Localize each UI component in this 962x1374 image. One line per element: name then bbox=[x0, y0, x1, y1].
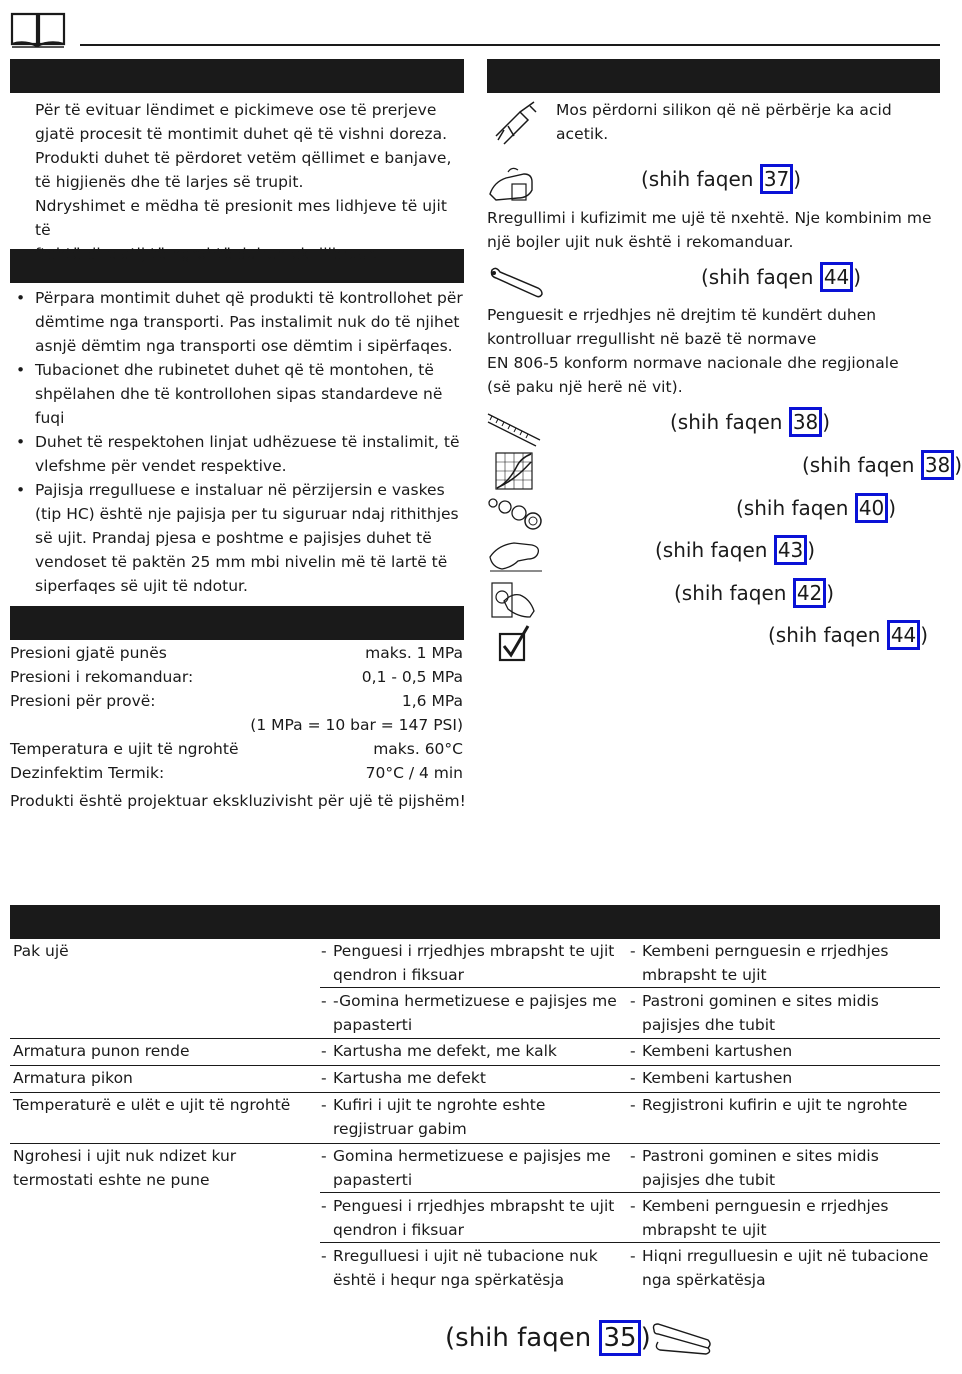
row-divider bbox=[320, 987, 940, 988]
remedy-cell bbox=[630, 989, 940, 1037]
section-bar-safety bbox=[10, 59, 464, 93]
table-row bbox=[10, 939, 940, 987]
table-row bbox=[10, 1144, 940, 1192]
flow-diagram-icon bbox=[495, 452, 533, 490]
bullet-line: vlefshme për vendet respektive. bbox=[35, 457, 287, 475]
bullet-item bbox=[10, 478, 466, 598]
spec-row bbox=[10, 689, 463, 713]
ref-page-number[interactable]: 42 bbox=[793, 578, 826, 608]
spec-value: 1,6 MPa bbox=[401, 692, 463, 710]
bullet-item bbox=[10, 358, 466, 430]
safety-line: Produkti duhet të përdoret vetëm qëllimet e banjave, bbox=[35, 149, 452, 167]
section-bar-troubleshooting bbox=[10, 905, 940, 939]
silicone-line: acetik. bbox=[556, 125, 609, 143]
bullet-item bbox=[10, 430, 466, 478]
book-icon bbox=[10, 10, 66, 48]
remedy-line: mbrapsht te ujit bbox=[642, 966, 767, 984]
silicone-line: Mos përdorni silikon që në përbërje ka acid bbox=[556, 101, 892, 119]
cause-cell bbox=[321, 939, 631, 987]
safety-line: Për të evituar lëndimet e pickimeve ose të prerjeve bbox=[35, 101, 437, 119]
ref-suffix: ) bbox=[920, 623, 929, 647]
operation-hand-icon bbox=[490, 579, 538, 619]
row-divider bbox=[320, 1192, 940, 1193]
remedy-cell: - Kembeni kartushen bbox=[630, 1066, 940, 1090]
remedy-line: pajisjes dhe tubit bbox=[642, 1171, 776, 1189]
wrench-icon bbox=[650, 1322, 714, 1356]
remedy-line: mbrapsht te ujit bbox=[642, 1221, 767, 1239]
regulation-line: një bojler ujit nuk është i rekomanduar. bbox=[487, 233, 794, 251]
safety-line: të higjienës dhe të larjes së trupit. bbox=[35, 173, 304, 191]
spare-parts-icon bbox=[487, 495, 543, 531]
spec-row bbox=[10, 665, 463, 689]
checkbox-test-icon bbox=[498, 624, 530, 662]
page-ref-43[interactable] bbox=[655, 535, 815, 565]
ref-suffix: ) bbox=[807, 538, 816, 562]
safety-text bbox=[35, 98, 465, 266]
page-ref-38-flow[interactable] bbox=[802, 450, 962, 480]
spec-label: Dezinfektim Termik: bbox=[10, 764, 165, 782]
cause-line: papasterti bbox=[333, 1016, 413, 1034]
cause-line: - Penguesi i rrjedhjes mbrapsht te ujit bbox=[333, 942, 615, 960]
silicone-gun-icon bbox=[490, 100, 542, 142]
ref-suffix: ) bbox=[888, 496, 897, 520]
spec-value: maks. 60°C bbox=[373, 740, 463, 758]
row-divider bbox=[320, 1242, 940, 1243]
problem-cell bbox=[13, 1144, 313, 1192]
spec-value: (1 MPa = 10 bar = 147 PSI) bbox=[250, 716, 463, 734]
silicone-warning bbox=[556, 98, 940, 146]
spec-label: Presioni për provë: bbox=[10, 692, 156, 710]
page-ref-37[interactable] bbox=[641, 164, 801, 194]
cause-line: qendron i fiksuar bbox=[333, 966, 465, 984]
ref-prefix: (shih faqen bbox=[736, 496, 855, 520]
page-ref-44-test[interactable] bbox=[768, 620, 928, 650]
spec-row bbox=[10, 713, 463, 737]
table-row bbox=[10, 1093, 940, 1141]
cause-cell: - Kartusha me defekt bbox=[321, 1066, 631, 1090]
cause-line: qendron i fiksuar bbox=[333, 1221, 465, 1239]
remedy-line: pajisjes dhe tubit bbox=[642, 1016, 776, 1034]
ref-page-number[interactable]: 44 bbox=[887, 620, 920, 650]
table-row bbox=[10, 1244, 940, 1292]
problem-cell: Armatura punon rende bbox=[13, 1042, 190, 1060]
wrench-icon bbox=[488, 264, 544, 302]
ref-page-number[interactable]: 38 bbox=[789, 407, 822, 437]
cause-cell bbox=[321, 1093, 631, 1141]
bullet-line: • Përpara montimit duhet që produkti të kontrollohet për bbox=[35, 289, 463, 307]
spec-label: Temperatura e ujit të ngrohtë bbox=[10, 740, 239, 758]
problem-cell: Temperaturë e ulët e ujit të ngrohtë bbox=[13, 1096, 291, 1114]
section-bar-technical-data bbox=[10, 606, 464, 640]
bullet-line: vendoset të paktën 25 mm mbi nivelin më të lartë të bbox=[35, 553, 448, 571]
ref-suffix: ) bbox=[822, 410, 831, 434]
regulation-text bbox=[487, 206, 940, 254]
cause-cell: - Kartusha me defekt, me kalk bbox=[321, 1039, 631, 1063]
section-bar-notes bbox=[487, 59, 940, 93]
page-ref-42[interactable] bbox=[674, 578, 834, 608]
ref-prefix: (shih faqen bbox=[701, 265, 820, 289]
remedy-line: - Kembeni pernguesin e rrjedhjes bbox=[642, 1197, 889, 1215]
bullet-line: fuqi bbox=[35, 409, 65, 427]
page-ref-44-backflow[interactable] bbox=[701, 262, 861, 292]
page-ref-35[interactable] bbox=[445, 1318, 651, 1358]
spec-row bbox=[10, 641, 463, 665]
remedy-line: - Pastroni gominen e sites midis bbox=[642, 1147, 879, 1165]
bullet-line: • Tubacionet dhe rubinetet duhet që të montohen, të bbox=[35, 361, 434, 379]
safety-line: gjatë procesit të montimit duhet që të vishni doreza. bbox=[35, 125, 448, 143]
remedy-cell bbox=[630, 1144, 940, 1192]
problem-cell bbox=[13, 939, 313, 963]
spec-row bbox=[10, 761, 463, 785]
ref-prefix: (shih faqen bbox=[674, 581, 793, 605]
ref-suffix: ) bbox=[826, 581, 835, 605]
page-ref-40[interactable] bbox=[736, 493, 896, 523]
remedy-cell bbox=[630, 1244, 950, 1292]
cause-line: - Penguesi i rrjedhjes mbrapsht te ujit bbox=[333, 1197, 615, 1215]
cause-line: është i hequr nga spërkatësja bbox=[333, 1271, 565, 1289]
cause-line: - Gomina hermetizuese e pajisjes me bbox=[333, 1147, 611, 1165]
spec-row bbox=[10, 737, 463, 761]
ref-page-number[interactable]: 37 bbox=[760, 164, 793, 194]
drinking-water-note: Produkti është projektuar ekskluzivisht për ujë të pijshëm! bbox=[10, 792, 466, 810]
ref-page-number[interactable]: 40 bbox=[855, 493, 888, 523]
remedy-line: - Kembeni pernguesin e rrjedhjes bbox=[642, 942, 889, 960]
ref-suffix: ) bbox=[853, 265, 862, 289]
safety-line: ftohtë dhe atij të ngrohtë duhen ekuilibruar. bbox=[35, 245, 378, 263]
table-row bbox=[10, 1039, 940, 1063]
ref-prefix: (shih faqen bbox=[670, 410, 789, 434]
cause-line: papasterti bbox=[333, 1171, 413, 1189]
remedy-cell bbox=[630, 1194, 940, 1242]
ref-prefix: (shih faqen bbox=[768, 623, 887, 647]
cause-cell bbox=[321, 989, 631, 1037]
bullet-line: së ujit. Prandaj pjesa e poshtme e pajisjes duhet të bbox=[35, 529, 432, 547]
ref-page-number[interactable]: 35 bbox=[599, 1320, 640, 1356]
remedy-line: - Hiqni rregulluesin e ujit në tubacione bbox=[642, 1247, 929, 1265]
bullet-line: • Pajisja rregulluese e instaluar në përzijersin e vaskes bbox=[35, 481, 445, 499]
safety-line: Ndryshimet e mëdha të presionit mes lidhjeve të ujit të bbox=[35, 197, 448, 239]
installation-bullets bbox=[10, 286, 466, 598]
remedy-line: nga spërkatësja bbox=[642, 1271, 766, 1289]
hot-water-limit-icon bbox=[488, 164, 536, 206]
ruler-dimensions-icon bbox=[486, 410, 542, 446]
ref-page-number[interactable]: 38 bbox=[921, 450, 954, 480]
problem-line: Ngrohesi i ujit nuk ndizet kur bbox=[13, 1147, 237, 1165]
problem-line: termostati eshte ne pune bbox=[13, 1171, 210, 1189]
ref-prefix: (shih faqen bbox=[802, 453, 921, 477]
table-row bbox=[10, 1066, 940, 1090]
cause-cell bbox=[321, 1244, 631, 1292]
ref-prefix: (shih faqen bbox=[655, 538, 774, 562]
ref-page-number[interactable]: 44 bbox=[820, 262, 853, 292]
cleaning-hand-icon bbox=[488, 537, 544, 573]
backflow-line: kontrolluar rregullisht në bazë të normave bbox=[487, 330, 817, 348]
table-row bbox=[10, 1194, 940, 1242]
ref-prefix: (shih faqen bbox=[445, 1323, 600, 1353]
bullet-line: • Duhet të respektohen linjat udhëzuese të instalimit, të bbox=[35, 433, 460, 451]
bullet-line: shpëlahen dhe të kontrollohen sipas standardeve në bbox=[35, 385, 443, 403]
ref-prefix: (shih faqen bbox=[641, 167, 760, 191]
bullet-line: dëmtime nga transporti. Pas instalimit nuk do të njihet bbox=[35, 313, 460, 331]
cause-line: - Rregulluesi i ujit në tubacione nuk bbox=[333, 1247, 598, 1265]
spec-value: 70°C / 4 min bbox=[365, 764, 463, 782]
bullet-line: (tip HC) është nje pajisja per tu siguruar ndaj rithithjes bbox=[35, 505, 459, 523]
spec-value: 0,1 - 0,5 MPa bbox=[361, 668, 463, 686]
bullet-line: siperfaqes së ujit të ndotur. bbox=[35, 577, 248, 595]
bullet-line: asnjë dëmtim nga transporti ose dëmtim i sipërfaqes. bbox=[35, 337, 453, 355]
problem-cell: Armatura pikon bbox=[13, 1069, 133, 1087]
remedy-cell: - Regjistroni kufirin e ujit te ngrohte bbox=[630, 1093, 940, 1117]
ref-suffix: ) bbox=[640, 1323, 651, 1353]
cause-line: regjistruar gabim bbox=[333, 1120, 467, 1138]
cause-line: - -Gomina hermetizuese e pajisjes me bbox=[333, 992, 617, 1010]
backflow-line: EN 806-5 konform normave nacionale dhe regjionale bbox=[487, 354, 899, 372]
cause-line: - Kufiri i ujit te ngrohte eshte bbox=[333, 1096, 546, 1114]
remedy-cell bbox=[630, 939, 940, 987]
header-rule bbox=[80, 44, 940, 46]
spec-value: maks. 1 MPa bbox=[365, 644, 463, 662]
spec-label: Presioni i rekomanduar: bbox=[10, 668, 194, 686]
remedy-line: - Pastroni gominen e sites midis bbox=[642, 992, 879, 1010]
ref-suffix: ) bbox=[793, 167, 802, 191]
ref-suffix: ) bbox=[954, 453, 962, 477]
ref-page-number[interactable]: 43 bbox=[774, 535, 807, 565]
regulation-line: Rregullimi i kufizimit me ujë të nxehtë. Nje kombinim me bbox=[487, 209, 932, 227]
backflow-text bbox=[487, 303, 940, 399]
backflow-line: (së paku një herë në vit). bbox=[487, 378, 683, 396]
problem-line: Pak ujë bbox=[13, 942, 69, 960]
bullet-item bbox=[10, 286, 466, 358]
cause-cell bbox=[321, 1144, 631, 1192]
backflow-line: Penguesit e rrjedhjes në drejtim të kundërt duhen bbox=[487, 306, 877, 324]
table-row bbox=[10, 989, 940, 1037]
page-ref-38-dimensions[interactable] bbox=[670, 407, 830, 437]
spec-label: Presioni gjatë punës bbox=[10, 644, 167, 662]
remedy-cell: - Kembeni kartushen bbox=[630, 1039, 940, 1063]
cause-cell bbox=[321, 1194, 631, 1242]
